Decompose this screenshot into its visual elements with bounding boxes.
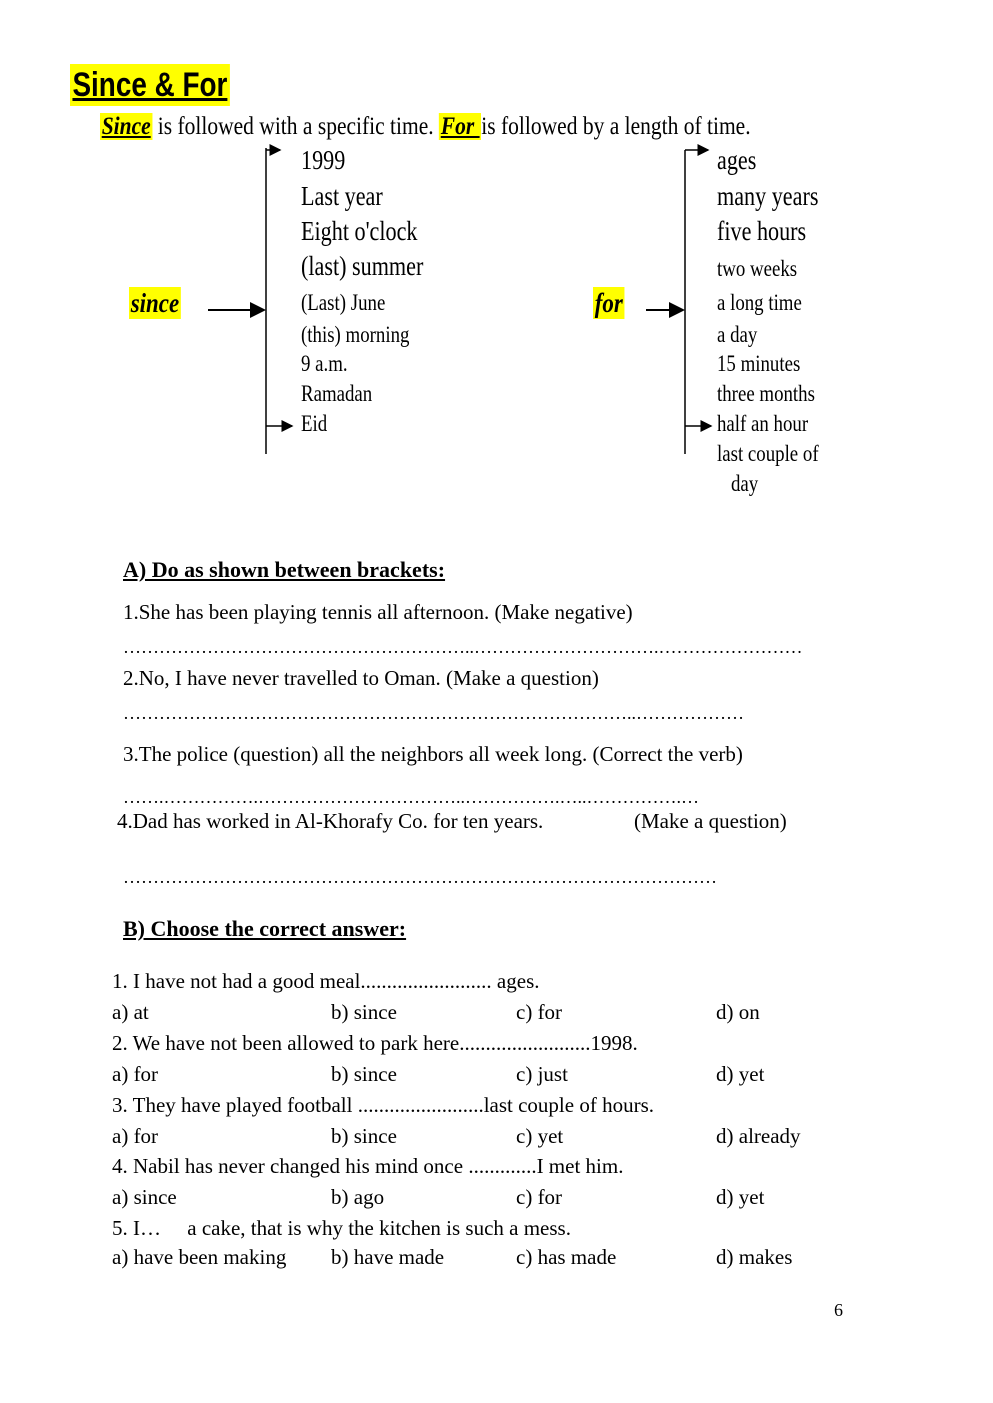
for-explanation: is followed by a length of time.	[481, 113, 751, 140]
since-item: Eid	[301, 411, 328, 436]
question-b4: 4. Nabil has never changed his mind once .............I met him.	[112, 1154, 624, 1178]
diagram-arrows	[0, 0, 993, 520]
option-a: a) for	[112, 1124, 159, 1148]
option-d: d) already	[716, 1124, 801, 1148]
option-c: c) for	[516, 1000, 563, 1024]
question-a1: 1.She has been playing tennis all afternoon. (Make negative)	[123, 600, 633, 624]
option-a: a) have been making	[112, 1245, 287, 1269]
for-item: ages	[717, 145, 757, 175]
for-item: three months	[717, 381, 815, 406]
for-item: a long time	[717, 290, 802, 315]
question-a2: 2.No, I have never travelled to Oman. (Make a question)	[123, 666, 599, 690]
page-title: Since & For	[70, 64, 230, 106]
since-item: (last) summer	[301, 251, 424, 281]
for-keyword: for	[594, 288, 623, 318]
option-b: b) since	[331, 1124, 397, 1148]
question-a4: 4.Dad has worked in Al-Khorafy Co. for ten years.	[117, 809, 544, 833]
page-number: 6	[834, 1300, 843, 1320]
option-d: d) makes	[716, 1245, 793, 1269]
since-item: Last year	[301, 181, 383, 211]
option-d: d) yet	[716, 1185, 765, 1209]
since-item: 9 a.m.	[301, 351, 348, 376]
option-a: a) for	[112, 1062, 159, 1086]
since-item: 1999	[301, 145, 346, 175]
section-a-heading: A) Do as shown between brackets:	[123, 557, 446, 582]
for-item: a day	[717, 322, 758, 347]
option-c: c) has made	[516, 1245, 617, 1269]
since-keyword: since	[130, 288, 180, 318]
for-item: day	[731, 471, 759, 496]
for-item: many years	[717, 181, 819, 211]
question-a4-instruction: (Make a question)	[634, 809, 787, 833]
option-b: b) since	[331, 1062, 397, 1086]
option-d: d) on	[716, 1000, 760, 1024]
option-b: b) since	[331, 1000, 397, 1024]
option-a: a) at	[112, 1000, 149, 1024]
for-item: last couple of	[717, 441, 819, 466]
since-item: (Last) June	[301, 290, 386, 315]
for-highlight: For	[440, 113, 480, 140]
since-highlight: Since	[101, 113, 151, 140]
option-c: c) for	[516, 1185, 563, 1209]
option-d: d) yet	[716, 1062, 765, 1086]
answer-line-a2: …………………………………………………………………………..………………	[123, 703, 744, 723]
option-c: c) just	[516, 1062, 568, 1086]
since-item: (this) morning	[301, 322, 410, 347]
option-b: b) have made	[331, 1245, 445, 1269]
question-a3: 3.The police (question) all the neighbors all week long. (Correct the verb)	[123, 742, 743, 766]
answer-line-a3: …….…………….……………………………..…………….…..…………….…	[123, 787, 699, 807]
question-b3: 3. They have played football ........................last couple of hours.	[112, 1093, 655, 1117]
for-item: two weeks	[717, 256, 798, 281]
for-item: five hours	[717, 216, 807, 246]
option-a: a) since	[112, 1185, 177, 1209]
question-b5: 5. I… a cake, that is why the kitchen is such a mess.	[112, 1216, 571, 1240]
for-item: 15 minutes	[717, 351, 801, 376]
question-b1: 1. I have not had a good meal......................... ages.	[112, 969, 540, 993]
option-c: c) yet	[516, 1124, 564, 1148]
answer-line-a1: …………………………………………………..………………………….……………………	[123, 637, 803, 657]
for-item: half an hour	[717, 411, 809, 436]
since-item: Eight o'clock	[301, 216, 418, 246]
since-item: Ramadan	[301, 381, 373, 406]
question-b2: 2. We have not been allowed to park here.........................1998.	[112, 1031, 638, 1055]
answer-line-a4: ………………………………………………………………………………………	[123, 867, 717, 887]
section-b-heading: B) Choose the correct answer:	[123, 916, 407, 941]
option-b: b) ago	[331, 1185, 385, 1209]
since-explanation: is followed with a specific time.	[152, 113, 440, 140]
